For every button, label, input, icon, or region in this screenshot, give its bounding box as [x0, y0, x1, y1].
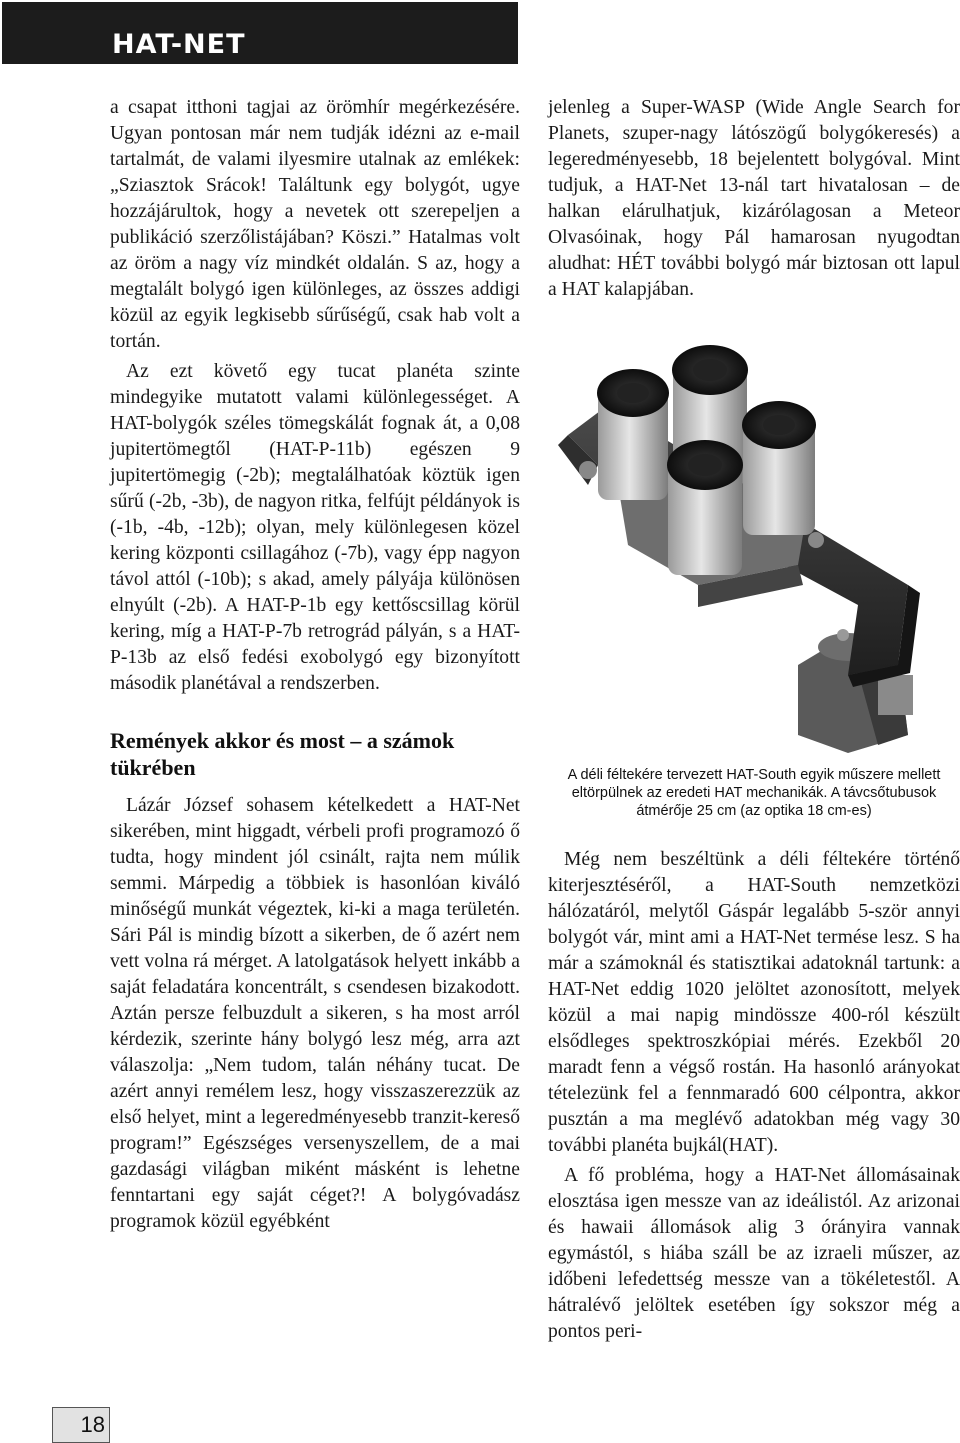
paragraph: Az ezt követő egy tucat planéta szinte mindegyike mutatott valami különlegességet. A HAT-bolygók széles tömegskálát fognak át, a 0,08 jupitertömegtől (HAT-P-11b) egészen 9 jupitertömegig (-2b); megtalálhatóak köztük igen sűrű (-2b, -3b), de nagyon ritka, felfújt példányok is (-1b, -4b, -12b); olyan, mely különlegesen közel kering központi csillagához (-7b), vagy épp nagyon távol attól (-10b); s akad, amely pályája különösen elnyúlt (-2b). A HAT-P-1b egy kettőscsillag körül kering, míg a HAT-P-7b retrográd pályán, s a HAT-P-13b az első fedési exobolygó egy bizonyított második planétával a rendszerben.	[110, 361, 520, 694]
figure-caption: A déli féltekére tervezett HAT-South egyik műszere mellett eltörpülnek az eredeti HAT mechanikák. A távcsőtubusok átmérője 25 cm (az optika 18 cm-es)	[567, 767, 941, 819]
paragraph: a csapat itthoni tagjai az örömhír megérkezésére. Ugyan pontosan már nem tudják idézni az e-mail tartalmát, de valami ilyesmire utalnak az emlékek: „Sziasztok Srácok! Találtunk egy bolygót, ugye hozzájárultok, hogy a nevetek ott szerepeljen a publikáció szerzőlistájában? Köszi.” Hatalmas volt az öröm a nagy víz mindkét oldalán. S az, hogy a megtalált bolygó igen különleges, az összes addigi közül az egyik legkisebb sűrűségű, csak hab volt a tortán.	[110, 97, 520, 352]
section-heading: Remények akkor és most – a számok tükrében	[110, 728, 455, 780]
paragraph: Még nem beszéltünk a déli féltekére történő kiterjesztéséről, a HAT-South nemzetközi hálózatáról, melytől Gáspár legalább 5-ször annyi bolygót vár, mint ami a HAT-Net termése lesz. S ha már a számoknál és statisztikai adatoknál tartunk: a HAT-Net eddig 1020 jelöltet azonosított, melyek közül a mai napig mindössze 400-ról készült elsődleges spektroszkópiai mérés. Ezekből 20 maradt fenn a végső rostán. Ha hasonló arányokat tételezünk fel a fennmaradó 600 célpontra, akkor pusztán a ma meglévő adatokban még vagy 30 további planéta bujkál(HAT).	[548, 849, 960, 1156]
telescope-mount-illustration	[548, 335, 960, 755]
page-number-box	[52, 1407, 110, 1443]
paragraph: jelenleg a Super-WASP (Wide Angle Search for Planets, szuper-nagy látószögű bolygókeresés) a legeredményesebb, 18 bejelentett bolygóval. Mint tudjuk, a HAT-Net 13-nál tart hivatalosan – de halkan elárulhatjuk, kizárólagosan a Meteor Olvasóinak, hogy Pál hamarosan nyugodtan aludhat: HÉT további bolygó már biztosan ott lapul a HAT kalapjában.	[548, 97, 960, 300]
page-number: 18	[80, 1412, 105, 1437]
section-header-title: HAT-NET	[112, 29, 246, 60]
header-bar	[2, 2, 518, 64]
paragraph: A fő probléma, hogy a HAT-Net állomásainak elosztása igen messze van az ideálistól. Az arizonai és hawaii állomások alig 3 órányira vannak egymástól, s hiába száll be az izraeli műszer, az időbeni lefedettség messze van a tökéletestől. A hátralévő jelöltek esetében így sokszor még a pontos peri-	[548, 1165, 960, 1342]
telescope-mount-icon	[548, 335, 960, 755]
paragraph: Lázár József sohasem kételkedett a HAT-Net sikerében, mint higgadt, vérbeli profi programozó ő tudta, hogy mindent jól csinált, rajta nem múlik semmi. Márpedig a többiek is hasonlóan kiváló minőségű munkát végeztek, ki-ki a maga területén. Sári Pál is mindig bízott a sikerben, de ő azért nem vett volna rá mérget. A latolgatások helyett inkább a saját feladatára koncentrált, s csendesen bizakodott. Aztán persze felbuzdult a sikeren, s ha most arról kérdezik, szerinte hány bolygó lesz még, arra azt válaszolja: „Nem tudom, talán néhány tucat. De azért annyi remélem lesz, hogy visszaszerezzük az első helyet, mint a legeredményesebb tranzit-kereső program!” Egészséges versenyszellem, de a mai gazdasági világban miként másként is lehetne fenntartani egy saját céget?! A bolygóvadász programok közül egyébként	[110, 795, 520, 1232]
left-column	[110, 95, 520, 1235]
right-column-bottom	[548, 847, 960, 1345]
right-column-top	[548, 95, 960, 303]
